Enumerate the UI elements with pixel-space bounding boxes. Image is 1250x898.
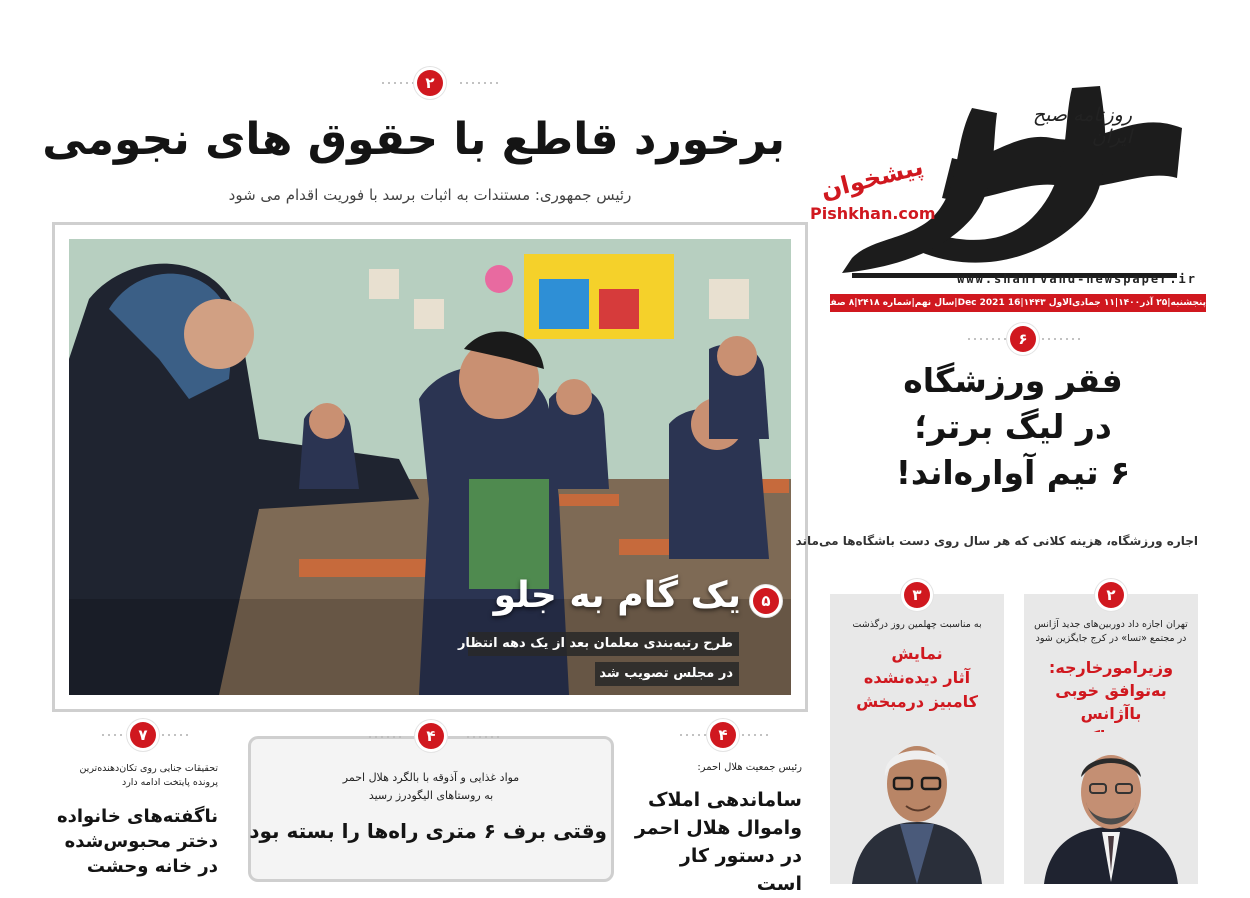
right-headline-line: فقر ورزشگاه [903, 361, 1123, 400]
snow-story-kicker [261, 769, 601, 805]
date-line: پنجشنبه|۲۵ آذر۱۴۰۰|۱۱ جمادی‌الاول ۱۴۴۳|16 Dec 2021|سال نهم|شماره ۲۴۱۸|۸ صفحه [830, 294, 1206, 312]
main-story [42, 70, 800, 220]
bottom-left-story[interactable] [56, 722, 226, 887]
foreign-card-kicker-line: در مجتمع «تسا» در کرج جایگزین شود [1035, 633, 1187, 644]
right-story-badge: ۶ [1010, 326, 1036, 352]
red-crescent-headline-line: واموال هلال احمر [634, 817, 802, 839]
right-headline[interactable] [828, 358, 1198, 496]
foreign-headline-line: وزیرامورخارجه: [1048, 658, 1174, 677]
foreign-minister-photo [1024, 732, 1198, 884]
bottom-left-headline-line: ناگفته‌های خانواده [56, 806, 218, 827]
bottom-left-headline [56, 804, 218, 879]
watermark-english: Pishkhan.com [810, 204, 936, 223]
main-story-badge: ۲ [417, 70, 443, 96]
snow-story-badge: ۴ [418, 723, 444, 749]
red-crescent-headline-line: در دستور کار است [679, 845, 802, 895]
red-crescent-headline-line: ساماندهی املاک [648, 789, 802, 811]
foreign-card-kicker [1030, 618, 1192, 646]
foreign-minister-card[interactable] [1024, 586, 1198, 884]
bottom-left-headline-line: در خانه وحشت [86, 856, 218, 877]
photo-caption-line1: طرح رتبه‌بندی معلمان بعد از یک دهه انتظار [468, 632, 739, 656]
red-crescent-badge: ۴ [710, 722, 736, 748]
main-headline[interactable]: برخورد قاطع با حقوق های نجومی [42, 114, 785, 165]
bottom-left-headline-line: دختر محبوس‌شده [64, 831, 218, 852]
exhibit-headline-line: نمایش [891, 644, 943, 663]
snow-kicker-line: به روستاهای الیگودرز رسید [368, 789, 494, 802]
snow-kicker-line: مواد غذایی و آذوقه با بالگرد هلال احمر [342, 771, 520, 784]
photo-caption-line2: در مجلس تصویب شد [595, 662, 739, 686]
foreign-headline-line: به‌توافق خوبی باآژانس [1055, 681, 1167, 723]
bottom-left-badge: ۷ [130, 722, 156, 748]
exhibit-card-kicker: به مناسبت چهلمین روز درگذشت [852, 619, 982, 630]
snow-story-headline: وقتی برف ۶ متری راه‌ها را بسته بود [249, 819, 607, 843]
masthead-tagline: روزنامه صبح ایران [1032, 104, 1132, 148]
red-crescent-headline [630, 786, 802, 898]
bottom-left-kicker-line: تحقیقات جنایی روی تکان‌دهنده‌ترین [79, 763, 218, 774]
foreign-card-badge: ۲ [1098, 582, 1124, 608]
masthead [810, 60, 1212, 320]
bottom-left-kicker [56, 762, 218, 790]
snow-story[interactable] [248, 727, 614, 882]
photo-story-title[interactable]: یک گام به جلو [493, 575, 741, 616]
photo-frame [52, 222, 808, 712]
main-subhead: رئیس جمهوری: مستندات به اثبات برسد با فوریت اقدام می شود [228, 186, 632, 204]
exhibition-card[interactable] [830, 586, 1004, 884]
exhibit-headline-line: کامبیز درمبخش [856, 692, 978, 711]
red-crescent-story[interactable] [630, 722, 810, 895]
artist-photo [830, 724, 1004, 884]
right-headline-line: ۶ تیم آواره‌اند! [895, 453, 1131, 492]
right-story [795, 326, 1198, 556]
exhibit-card-badge: ۳ [904, 582, 930, 608]
exhibit-card-headline [832, 642, 1002, 714]
exhibit-headline-line: آثار دیده‌نشده [863, 668, 971, 687]
masthead-website[interactable]: www.shahrvand-newspaper.ir [957, 272, 1197, 286]
watermark-persian: پیشخوان [817, 152, 926, 205]
bottom-left-kicker-line: پرونده پایتخت ادامه دارد [121, 777, 218, 788]
right-headline-line: در لیگ برتر؛ [914, 407, 1112, 446]
red-crescent-kicker: رئیس جمعیت هلال احمر: [697, 762, 802, 773]
right-subhead: اجاره ورزشگاه، هزینه کلانی که هر سال روی دست باشگاه‌ها می‌ماند [795, 534, 1198, 548]
photo-story-badge: ۵ [753, 588, 779, 614]
classroom-photo[interactable] [69, 239, 791, 695]
foreign-card-kicker-line: تهران اجازه داد دوربین‌های جدید آژانس [1034, 619, 1188, 630]
